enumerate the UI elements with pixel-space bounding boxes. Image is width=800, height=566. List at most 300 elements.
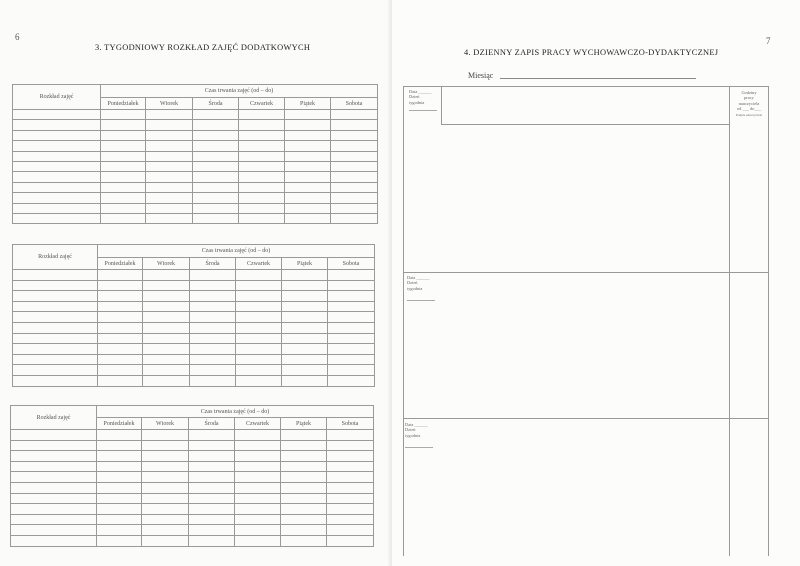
time-cell[interactable] — [142, 535, 189, 546]
time-cell[interactable] — [236, 354, 282, 365]
time-cell[interactable] — [236, 291, 282, 302]
time-cell[interactable] — [328, 270, 375, 281]
time-cell[interactable] — [101, 172, 146, 182]
activity-cell[interactable] — [13, 130, 101, 140]
time-cell[interactable] — [239, 161, 285, 171]
activity-cell[interactable] — [13, 375, 98, 386]
time-cell[interactable] — [101, 161, 146, 171]
time-cell[interactable] — [327, 472, 374, 483]
time-cell[interactable] — [235, 525, 281, 536]
time-cell[interactable] — [235, 514, 281, 525]
time-cell[interactable] — [189, 514, 235, 525]
time-cell[interactable] — [143, 270, 190, 281]
activity-cell[interactable] — [13, 120, 101, 130]
time-cell[interactable] — [193, 141, 239, 151]
time-cell[interactable] — [143, 291, 190, 302]
activity-cell[interactable] — [11, 493, 97, 504]
time-cell[interactable] — [331, 130, 378, 140]
day-header-saturday: Sobota — [327, 418, 374, 430]
time-cell[interactable] — [239, 130, 285, 140]
time-cell[interactable] — [98, 291, 143, 302]
time-cell[interactable] — [190, 365, 236, 376]
left-page — [0, 0, 392, 566]
date-column-divider — [441, 86, 442, 124]
time-cell[interactable] — [327, 525, 374, 536]
time-cell[interactable] — [101, 193, 146, 203]
time-cell[interactable] — [327, 535, 374, 546]
time-cell[interactable] — [235, 504, 281, 515]
month-field[interactable] — [500, 78, 696, 79]
time-cell[interactable] — [189, 535, 235, 546]
time-cell[interactable] — [190, 312, 236, 323]
time-cell[interactable] — [328, 375, 375, 386]
activity-cell[interactable] — [11, 440, 97, 451]
time-cell[interactable] — [97, 504, 142, 515]
schedule-table — [10, 405, 374, 547]
time-cell[interactable] — [331, 141, 378, 151]
table-row — [13, 193, 378, 203]
time-cell[interactable] — [285, 120, 331, 130]
activity-cell[interactable] — [13, 193, 101, 203]
activity-cell[interactable] — [13, 270, 98, 281]
time-cell[interactable] — [146, 151, 193, 161]
time-cell[interactable] — [328, 301, 375, 312]
table-row — [11, 514, 374, 525]
duration-header: Czas trwania zajęć (od – do) — [101, 85, 378, 98]
time-cell[interactable] — [328, 365, 375, 376]
time-cell[interactable] — [190, 301, 236, 312]
time-cell[interactable] — [143, 344, 190, 355]
time-cell[interactable] — [327, 430, 374, 441]
time-cell[interactable] — [239, 203, 285, 213]
time-cell[interactable] — [190, 270, 236, 281]
time-cell[interactable] — [142, 472, 189, 483]
activity-cell[interactable] — [13, 322, 98, 333]
activity-cell[interactable] — [13, 213, 101, 223]
time-cell[interactable] — [146, 193, 193, 203]
day-header-monday: Poniedziałek — [97, 418, 142, 430]
time-cell[interactable] — [281, 504, 327, 515]
time-cell[interactable] — [143, 354, 190, 365]
daily-record-frame — [403, 86, 769, 556]
time-cell[interactable] — [101, 141, 146, 151]
activity-cell[interactable] — [11, 461, 97, 472]
time-cell[interactable] — [190, 333, 236, 344]
time-cell[interactable] — [285, 172, 331, 182]
time-cell[interactable] — [239, 110, 285, 120]
time-cell[interactable] — [97, 482, 142, 493]
time-cell[interactable] — [282, 301, 328, 312]
activity-cell[interactable] — [13, 312, 98, 323]
day-header-wednesday: Środa — [189, 418, 235, 430]
time-cell[interactable] — [328, 291, 375, 302]
time-cell[interactable] — [285, 203, 331, 213]
section-title-weekly-schedule: 3. TYGODNIOWY ROZKŁAD ZAJĘĆ DODATKOWYCH — [95, 43, 311, 52]
time-cell[interactable] — [331, 193, 378, 203]
week-label: tygodnia — [407, 285, 423, 291]
time-cell[interactable] — [97, 514, 142, 525]
hours-column-header — [731, 90, 767, 118]
time-cell[interactable] — [143, 312, 190, 323]
time-cell[interactable] — [328, 354, 375, 365]
time-cell[interactable] — [327, 482, 374, 493]
time-cell[interactable] — [285, 151, 331, 161]
table-row — [11, 535, 374, 546]
time-cell[interactable] — [146, 172, 193, 182]
time-cell[interactable] — [281, 535, 327, 546]
table-row — [13, 182, 378, 192]
activity-cell[interactable] — [13, 182, 101, 192]
time-cell[interactable] — [190, 322, 236, 333]
activity-cell[interactable] — [11, 504, 97, 515]
table-row — [13, 141, 378, 151]
time-cell[interactable] — [146, 213, 193, 223]
time-cell[interactable] — [146, 182, 193, 192]
time-cell[interactable] — [97, 535, 142, 546]
time-cell[interactable] — [235, 535, 281, 546]
table-row — [13, 130, 378, 140]
time-cell[interactable] — [235, 461, 281, 472]
time-cell[interactable] — [285, 110, 331, 120]
time-cell[interactable] — [235, 430, 281, 441]
time-cell[interactable] — [282, 322, 328, 333]
weekday-field[interactable] — [409, 105, 437, 111]
table-row — [11, 440, 374, 451]
table-row — [13, 291, 375, 302]
table-row — [11, 430, 374, 441]
time-cell[interactable] — [190, 354, 236, 365]
time-cell[interactable] — [189, 430, 235, 441]
activity-cell[interactable] — [13, 161, 101, 171]
time-cell[interactable] — [331, 120, 378, 130]
time-cell[interactable] — [281, 493, 327, 504]
time-cell[interactable] — [236, 322, 282, 333]
day-entry-header[interactable] — [409, 89, 437, 111]
time-cell[interactable] — [142, 451, 189, 462]
time-cell[interactable] — [190, 291, 236, 302]
time-cell[interactable] — [143, 280, 190, 291]
table-row — [13, 365, 375, 376]
time-cell[interactable] — [282, 333, 328, 344]
time-cell[interactable] — [281, 482, 327, 493]
time-cell[interactable] — [235, 440, 281, 451]
time-cell[interactable] — [327, 514, 374, 525]
time-cell[interactable] — [328, 312, 375, 323]
time-cell[interactable] — [189, 525, 235, 536]
time-cell[interactable] — [146, 110, 193, 120]
time-cell[interactable] — [282, 291, 328, 302]
time-cell[interactable] — [98, 312, 143, 323]
time-cell[interactable] — [285, 193, 331, 203]
time-cell[interactable] — [281, 430, 327, 441]
table-row — [13, 213, 378, 223]
time-cell[interactable] — [285, 213, 331, 223]
time-cell[interactable] — [328, 333, 375, 344]
time-cell[interactable] — [97, 451, 142, 462]
time-cell[interactable] — [193, 161, 239, 171]
time-cell[interactable] — [189, 504, 235, 515]
time-cell[interactable] — [281, 461, 327, 472]
table-row — [13, 375, 375, 386]
time-cell[interactable] — [189, 461, 235, 472]
time-cell[interactable] — [236, 344, 282, 355]
time-cell[interactable] — [236, 333, 282, 344]
table-row — [13, 312, 375, 323]
time-cell[interactable] — [236, 365, 282, 376]
activity-cell[interactable] — [13, 333, 98, 344]
time-cell[interactable] — [190, 280, 236, 291]
activity-cell[interactable] — [13, 172, 101, 182]
day-header-tuesday: Wtorek — [142, 418, 189, 430]
day-header-wednesday: Środa — [190, 258, 236, 270]
time-cell[interactable] — [98, 270, 143, 281]
time-cell[interactable] — [328, 344, 375, 355]
table-row — [13, 151, 378, 161]
time-cell[interactable] — [285, 141, 331, 151]
day-separator — [403, 272, 769, 273]
time-cell[interactable] — [101, 110, 146, 120]
time-cell[interactable] — [331, 161, 378, 171]
time-cell[interactable] — [146, 130, 193, 140]
time-cell[interactable] — [142, 514, 189, 525]
day-entry-header[interactable] — [407, 275, 435, 301]
signature-label: Podpis nauczyciela — [735, 112, 763, 117]
row-header-label: Rozkład zajęć — [13, 85, 101, 110]
time-cell[interactable] — [189, 451, 235, 462]
time-cell[interactable] — [101, 130, 146, 140]
time-cell[interactable] — [239, 141, 285, 151]
time-cell[interactable] — [236, 301, 282, 312]
time-cell[interactable] — [143, 375, 190, 386]
duration-header: Czas trwania zajęć (od – do) — [97, 406, 374, 418]
time-cell[interactable] — [142, 504, 189, 515]
time-cell[interactable] — [282, 365, 328, 376]
time-cell[interactable] — [285, 182, 331, 192]
time-cell[interactable] — [282, 354, 328, 365]
time-cell[interactable] — [190, 375, 236, 386]
time-cell[interactable] — [193, 130, 239, 140]
table-row — [11, 482, 374, 493]
time-cell[interactable] — [236, 375, 282, 386]
time-cell[interactable] — [331, 203, 378, 213]
hours-label-line1: Godziny — [741, 90, 757, 95]
time-cell[interactable] — [239, 151, 285, 161]
day-header-monday: Poniedziałek — [98, 258, 143, 270]
activity-cell[interactable] — [11, 482, 97, 493]
activity-cell[interactable] — [13, 151, 101, 161]
activity-cell[interactable] — [11, 514, 97, 525]
time-cell[interactable] — [189, 440, 235, 451]
activity-cell[interactable] — [13, 110, 101, 120]
time-cell[interactable] — [236, 312, 282, 323]
time-cell[interactable] — [193, 120, 239, 130]
table-row — [13, 172, 378, 182]
time-cell[interactable] — [239, 182, 285, 192]
day-header-friday: Piątek — [281, 418, 327, 430]
day-header-friday: Piątek — [285, 98, 331, 110]
day-header-thursday: Czwartek — [239, 98, 285, 110]
time-cell[interactable] — [190, 344, 236, 355]
time-cell[interactable] — [281, 440, 327, 451]
table-row — [13, 354, 375, 365]
activity-cell[interactable] — [13, 344, 98, 355]
time-cell[interactable] — [142, 482, 189, 493]
time-cell[interactable] — [146, 161, 193, 171]
time-cell[interactable] — [331, 182, 378, 192]
time-cell[interactable] — [285, 161, 331, 171]
time-cell[interactable] — [193, 182, 239, 192]
time-cell[interactable] — [193, 110, 239, 120]
time-cell[interactable] — [98, 375, 143, 386]
hours-column-divider — [729, 86, 730, 556]
time-cell[interactable] — [101, 203, 146, 213]
time-cell[interactable] — [282, 280, 328, 291]
time-cell[interactable] — [98, 344, 143, 355]
table-row — [11, 525, 374, 536]
time-cell[interactable] — [97, 525, 142, 536]
date-label: Data ______ — [405, 422, 428, 427]
activity-cell[interactable] — [11, 525, 97, 536]
time-cell[interactable] — [189, 472, 235, 483]
time-cell[interactable] — [143, 365, 190, 376]
table-row — [13, 344, 375, 355]
time-cell[interactable] — [331, 172, 378, 182]
activity-cell[interactable] — [13, 280, 98, 291]
table-row — [13, 120, 378, 130]
time-cell[interactable] — [239, 172, 285, 182]
time-cell[interactable] — [239, 120, 285, 130]
page-number-right: 7 — [766, 36, 771, 46]
time-cell[interactable] — [146, 141, 193, 151]
time-cell[interactable] — [142, 461, 189, 472]
time-cell[interactable] — [327, 461, 374, 472]
time-cell[interactable] — [97, 440, 142, 451]
time-cell[interactable] — [97, 461, 142, 472]
time-cell[interactable] — [331, 151, 378, 161]
time-cell[interactable] — [143, 301, 190, 312]
activity-cell[interactable] — [11, 430, 97, 441]
time-cell[interactable] — [193, 151, 239, 161]
time-cell[interactable] — [142, 430, 189, 441]
time-cell[interactable] — [193, 193, 239, 203]
weekday-field[interactable] — [405, 442, 433, 448]
day-header-thursday: Czwartek — [235, 418, 281, 430]
time-cell[interactable] — [142, 493, 189, 504]
time-cell[interactable] — [142, 525, 189, 536]
activity-cell[interactable] — [13, 301, 98, 312]
time-cell[interactable] — [98, 280, 143, 291]
time-cell[interactable] — [193, 203, 239, 213]
time-cell[interactable] — [193, 213, 239, 223]
table-row — [11, 493, 374, 504]
time-cell[interactable] — [328, 322, 375, 333]
activity-cell[interactable] — [11, 535, 97, 546]
time-cell[interactable] — [98, 333, 143, 344]
time-cell[interactable] — [97, 472, 142, 483]
activity-cell[interactable] — [13, 141, 101, 151]
activity-cell[interactable] — [13, 291, 98, 302]
time-cell[interactable] — [98, 301, 143, 312]
time-cell[interactable] — [143, 333, 190, 344]
time-cell[interactable] — [239, 193, 285, 203]
time-cell[interactable] — [282, 375, 328, 386]
time-cell[interactable] — [282, 270, 328, 281]
time-cell[interactable] — [146, 120, 193, 130]
time-cell[interactable] — [235, 472, 281, 483]
date-label: Data ______ — [409, 89, 432, 94]
time-cell[interactable] — [143, 322, 190, 333]
time-cell[interactable] — [235, 493, 281, 504]
time-cell[interactable] — [328, 280, 375, 291]
time-cell[interactable] — [281, 451, 327, 462]
table-row — [13, 110, 378, 120]
time-cell[interactable] — [193, 172, 239, 182]
time-cell[interactable] — [101, 213, 146, 223]
activity-cell[interactable] — [11, 472, 97, 483]
time-cell[interactable] — [327, 451, 374, 462]
time-cell[interactable] — [331, 213, 378, 223]
time-cell[interactable] — [97, 493, 142, 504]
day-header-thursday: Czwartek — [236, 258, 282, 270]
hours-label-line3: nauczyciela — [738, 100, 760, 106]
weekday-field[interactable] — [407, 295, 435, 301]
day-header-tuesday: Wtorek — [143, 258, 190, 270]
time-cell[interactable] — [327, 440, 374, 451]
time-cell[interactable] — [327, 493, 374, 504]
time-cell[interactable] — [101, 182, 146, 192]
time-cell[interactable] — [236, 280, 282, 291]
time-cell[interactable] — [235, 482, 281, 493]
time-cell[interactable] — [189, 482, 235, 493]
time-cell[interactable] — [239, 213, 285, 223]
time-cell[interactable] — [142, 440, 189, 451]
page-number-left: 6 — [15, 32, 20, 42]
time-cell[interactable] — [281, 525, 327, 536]
time-cell[interactable] — [281, 472, 327, 483]
time-cell[interactable] — [282, 344, 328, 355]
activity-cell[interactable] — [13, 203, 101, 213]
time-cell[interactable] — [281, 514, 327, 525]
time-cell[interactable] — [189, 493, 235, 504]
time-cell[interactable] — [327, 504, 374, 515]
time-cell[interactable] — [235, 451, 281, 462]
activity-cell[interactable] — [13, 354, 98, 365]
day-label: Dzień — [405, 427, 416, 433]
time-cell[interactable] — [285, 130, 331, 140]
header-bottom-rule — [441, 124, 729, 125]
time-cell[interactable] — [101, 120, 146, 130]
hours-range-label: od ___ do___ — [736, 106, 762, 112]
time-cell[interactable] — [98, 322, 143, 333]
time-cell[interactable] — [282, 312, 328, 323]
time-cell[interactable] — [98, 365, 143, 376]
date-label: Data ______ — [407, 275, 430, 280]
time-cell[interactable] — [101, 151, 146, 161]
time-cell[interactable] — [97, 430, 142, 441]
day-entry-header[interactable] — [405, 422, 433, 448]
table-row — [11, 472, 374, 483]
activity-cell[interactable] — [13, 365, 98, 376]
time-cell[interactable] — [98, 354, 143, 365]
time-cell[interactable] — [331, 110, 378, 120]
week-label: tygodnia — [409, 99, 425, 105]
time-cell[interactable] — [146, 203, 193, 213]
week-label: tygodnia — [405, 432, 421, 438]
table-row — [13, 280, 375, 291]
activity-cell[interactable] — [11, 451, 97, 462]
table-row — [11, 504, 374, 515]
time-cell[interactable] — [236, 270, 282, 281]
